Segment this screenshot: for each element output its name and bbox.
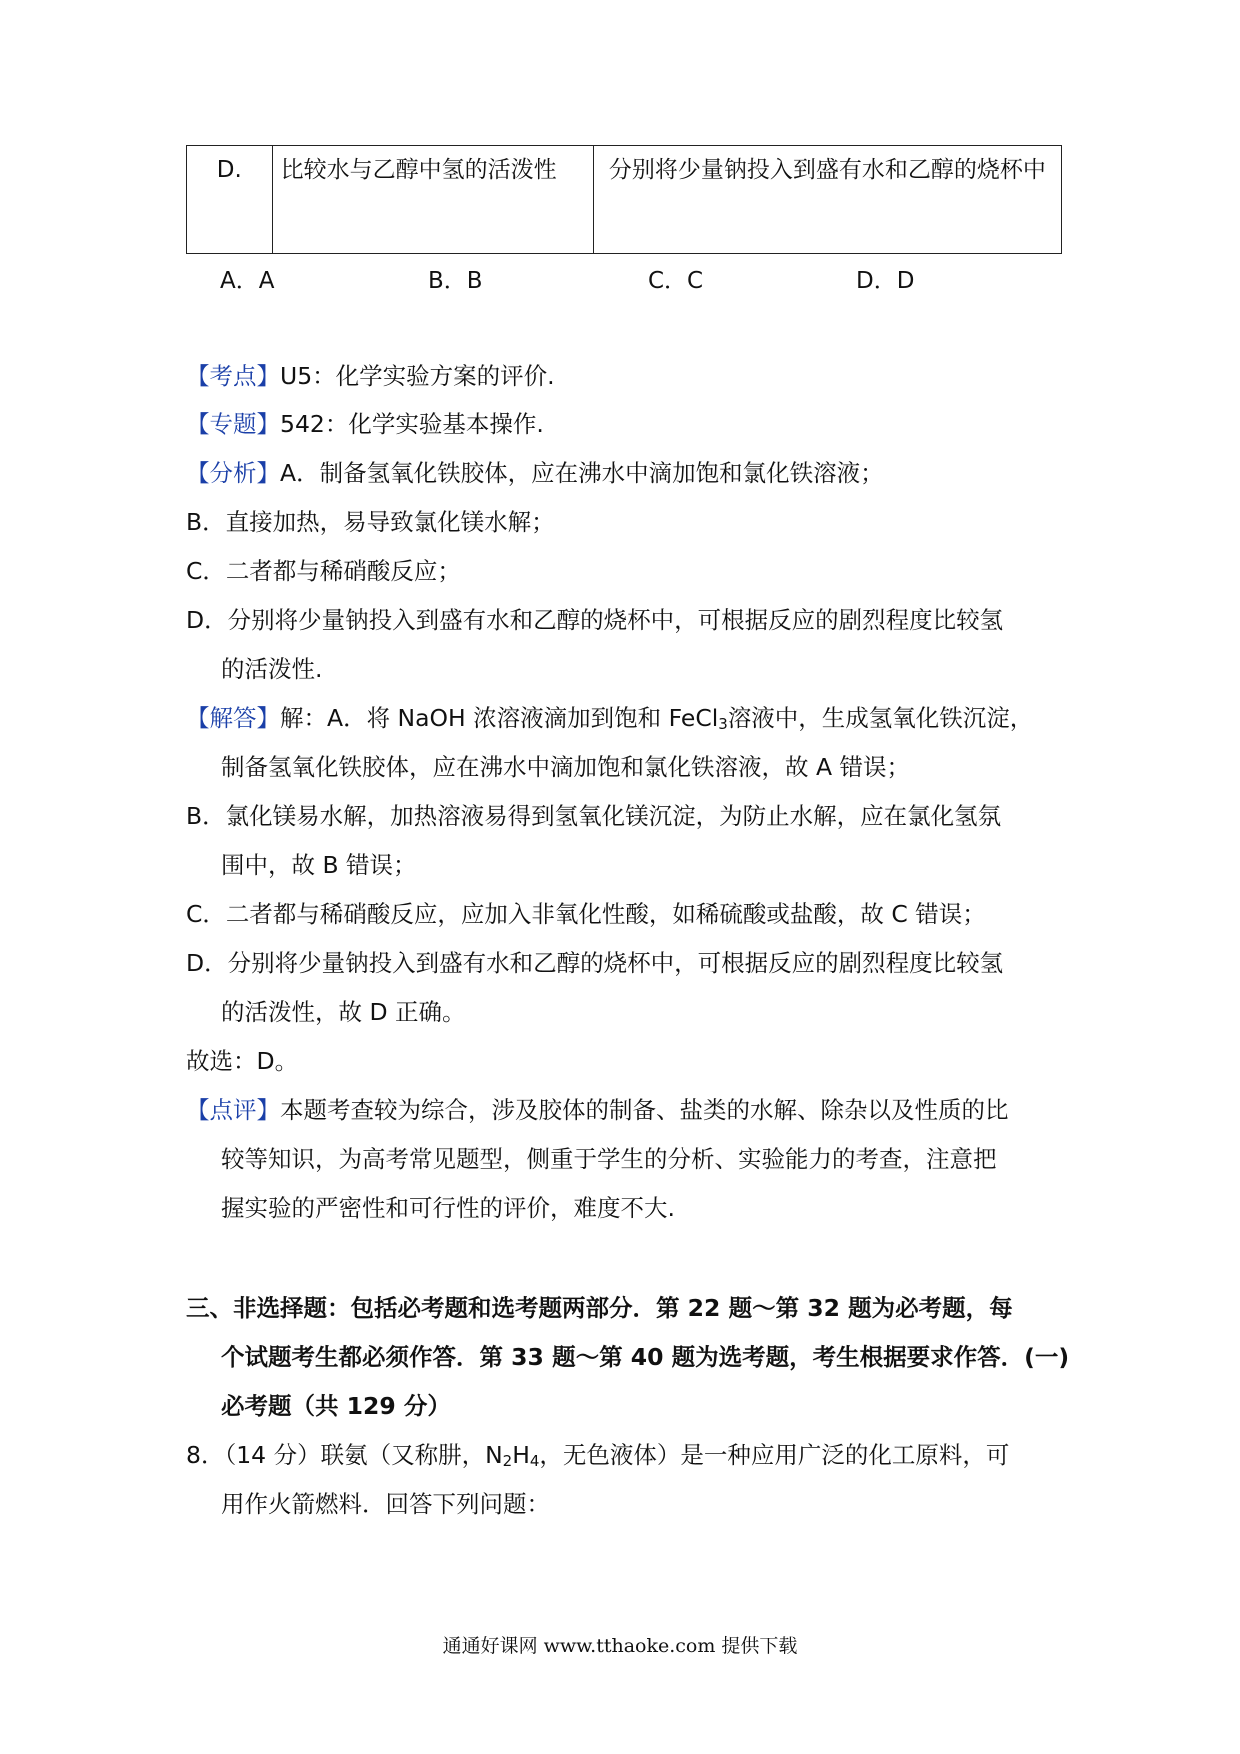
q8-pre: 8．（14 分）联氨（又称肼，N xyxy=(186,1441,503,1469)
jieda-answer: 故选：D。 xyxy=(186,1047,299,1075)
jieda-b1: B．氯化镁易水解，加热溶液易得到氢氧化镁沉淀，为防止水解，应在氯化氢氛 xyxy=(186,802,1002,830)
options-table xyxy=(186,145,1062,254)
q8-line-1 xyxy=(186,1437,1066,1473)
choice-d: D．D xyxy=(856,268,915,294)
choice-c: C．C xyxy=(648,268,704,294)
experiment-purpose: 比较水与乙醇中氢的活泼性 xyxy=(272,146,593,254)
jieda-b2: 围中，故 B 错误； xyxy=(221,851,417,879)
q8-sub1: 2 xyxy=(502,1452,513,1470)
zhuanti-tag: 【专题】 xyxy=(186,410,280,438)
jieda-tag: 【解答】 xyxy=(186,704,280,732)
q8-mid: H xyxy=(512,1441,530,1469)
jieda-a1-pre: 解：A．将 NaOH 浓溶液滴加到饱和 FeCl xyxy=(280,704,719,732)
dianping-l3: 握实验的严密性和可行性的评价，难度不大. xyxy=(221,1194,675,1222)
kaodian-line xyxy=(186,358,1066,394)
jieda-d1: D．分别将少量钠投入到盛有水和乙醇的烧杯中，可根据反应的剧烈程度比较氢 xyxy=(186,949,1004,977)
section3-l3: 必考题（共 129 分） xyxy=(221,1392,451,1420)
section3-l2: 个试题考生都必须作答．第 33 题～第 40 题为选考题，考生根据要求作答．(一) xyxy=(221,1343,1070,1371)
fenxi-line-a xyxy=(186,455,1066,491)
zhuanti-text: 542：化学实验基本操作. xyxy=(280,410,544,438)
jieda-a1-post: 溶液中，生成氢氧化铁沉淀， xyxy=(727,704,1034,732)
jieda-a2: 制备氢氧化铁胶体，应在沸水中滴加饱和氯化铁溶液，故 A 错误； xyxy=(221,753,911,781)
jieda-a1-sub: 3 xyxy=(718,715,728,733)
jieda-line-a1 xyxy=(186,700,1066,736)
q8-l2: 用作火箭燃料．回答下列问题： xyxy=(221,1490,550,1518)
experiment-operation: 分别将少量钠投入到盛有水和乙醇的烧杯中 xyxy=(593,146,1061,254)
fenxi-b: B．直接加热，易导致氯化镁水解； xyxy=(186,508,555,536)
q8-sub2: 4 xyxy=(529,1452,540,1470)
fenxi-d1: D．分别将少量钠投入到盛有水和乙醇的烧杯中，可根据反应的剧烈程度比较氢 xyxy=(186,606,1004,634)
jieda-c: C．二者都与稀硝酸反应，应加入非氧化性酸，如稀硫酸或盐酸，故 C 错误； xyxy=(186,900,986,928)
answer-choices xyxy=(0,262,1240,302)
dianping-tag: 【点评】 xyxy=(186,1096,280,1124)
dianping-l1: 本题考查较为综合，涉及胶体的制备、盐类的水解、除杂以及性质的比 xyxy=(280,1096,1009,1124)
fenxi-c: C．二者都与稀硝酸反应； xyxy=(186,557,461,585)
row-label: D. xyxy=(187,146,273,254)
fenxi-d2: 的活泼性. xyxy=(221,655,323,683)
zhuanti-line xyxy=(186,406,1066,442)
choice-b: B．B xyxy=(428,268,483,294)
kaodian-tag: 【考点】 xyxy=(186,362,280,390)
q8-post: ，无色液体）是一种应用广泛的化工原料，可 xyxy=(539,1441,1010,1469)
dianping-l2: 较等知识，为高考常见题型，侧重于学生的分析、实验能力的考查，注意把 xyxy=(221,1145,997,1173)
fenxi-tag: 【分析】 xyxy=(186,459,280,487)
section3-l1: 三、非选择题：包括必考题和选考题两部分．第 22 题～第 32 题为必考题，每 xyxy=(186,1294,1013,1322)
fenxi-a: A．制备氢氧化铁胶体，应在沸水中滴加饱和氯化铁溶液； xyxy=(280,459,884,487)
footer-credit: 通通好课网 www.tthaoke.com 提供下载 xyxy=(442,1635,798,1657)
jieda-d2: 的活泼性，故 D 正确。 xyxy=(221,998,466,1026)
table-row xyxy=(187,146,1062,254)
dianping-line-1 xyxy=(186,1092,1066,1128)
kaodian-text: U5：化学实验方案的评价. xyxy=(280,362,555,390)
choice-a: A．A xyxy=(220,268,275,294)
